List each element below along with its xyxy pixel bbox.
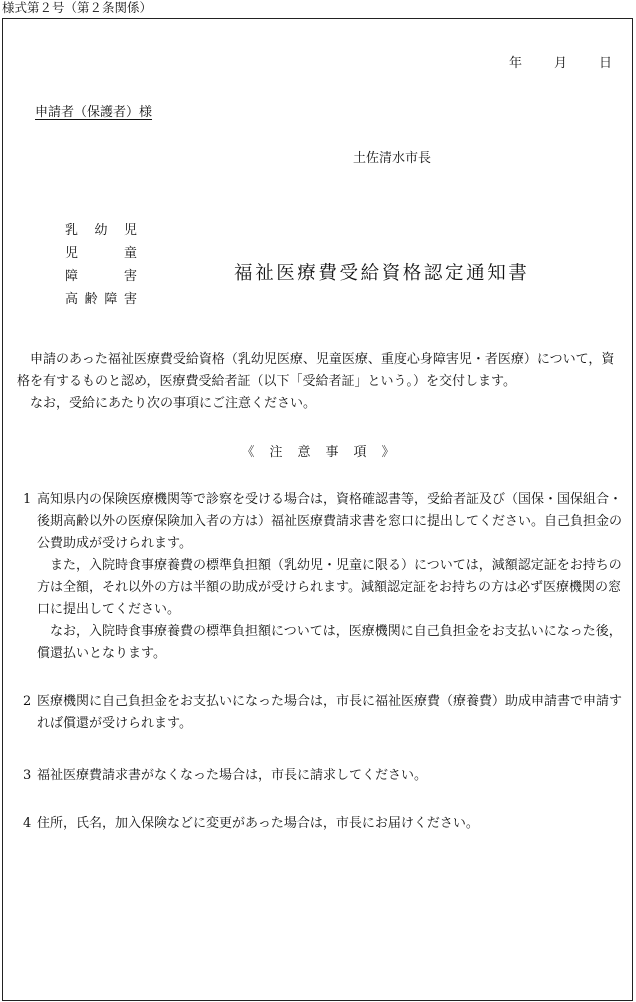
intro-text	[17, 349, 623, 415]
applicant-name: 申請者（保護者）様	[35, 105, 153, 120]
note-number: 1	[23, 492, 32, 507]
category-infant: 乳幼児	[65, 223, 137, 238]
note-item	[17, 691, 623, 735]
intro-paragraph: 申請のあった福祉医療費受給資格（乳幼児医療、児童医療、重度心身障害児・者医療）について，資格を有するものと認め，医療費受給者証（以下「受給者証」という。）を交付します。	[17, 352, 615, 389]
date-month: 月	[553, 56, 567, 71]
category-list	[65, 219, 137, 311]
notes-heading: 《 注 意 事 項 》	[241, 445, 396, 460]
document-frame	[2, 18, 633, 1001]
date-year: 年	[508, 56, 522, 71]
category-child: 児童	[65, 246, 137, 261]
note-paragraph: また，入院時食事療養費の標準負担額（乳幼児・児童に限る）については，減額認定証をお持ちの方は全額，それ以外の方は半額の助成が受けられます。減額認定証をお持ちの方は必ず医療機関の窓口に提出してください。	[37, 558, 622, 617]
document-title: 福祉医療費受給資格認定通知書	[234, 263, 530, 284]
date-line	[509, 52, 612, 71]
note-number: 2	[23, 694, 32, 709]
note-number: 4	[23, 816, 32, 831]
note-item	[17, 489, 623, 665]
date-day: 日	[598, 56, 612, 71]
form-number: 様式第２号（第２条関係）	[2, 0, 153, 15]
note-item	[17, 765, 623, 787]
note-paragraph: 福祉医療費請求書がなくなった場合は，市長に請求してください。	[37, 768, 428, 783]
category-elderly-disability: 高齢障害	[65, 292, 137, 307]
issuer-name: 土佐清水市長	[353, 151, 432, 166]
intro-paragraph: なお，受給にあたり次の事項にご注意ください。	[30, 396, 317, 411]
category-disability: 障害	[65, 269, 137, 284]
note-number: 3	[23, 768, 32, 783]
note-paragraph: 医療機関に自己負担金をお支払いになった場合は，市長に福祉医療費（療養費）助成申請書で申請すれば償還が受けられます。	[37, 694, 623, 731]
note-item	[17, 813, 623, 835]
note-paragraph: 高知県内の保険医療機関等で診察を受ける場合は，資格確認書等，受給者証及び（国保・国保組合・後期高齢以外の医療保険加入者の方は）福祉医療費請求書を窓口に提出してください。自己負担金の公費助成が受けられます。	[37, 492, 623, 551]
note-paragraph: 住所，氏名，加入保険などに変更があった場合は，市長にお届けください。	[37, 816, 479, 831]
note-paragraph: なお，入院時食事療養費の標準負担額については，医療機関に自己負担金をお支払いになった後，償還払いとなります。	[37, 624, 622, 661]
